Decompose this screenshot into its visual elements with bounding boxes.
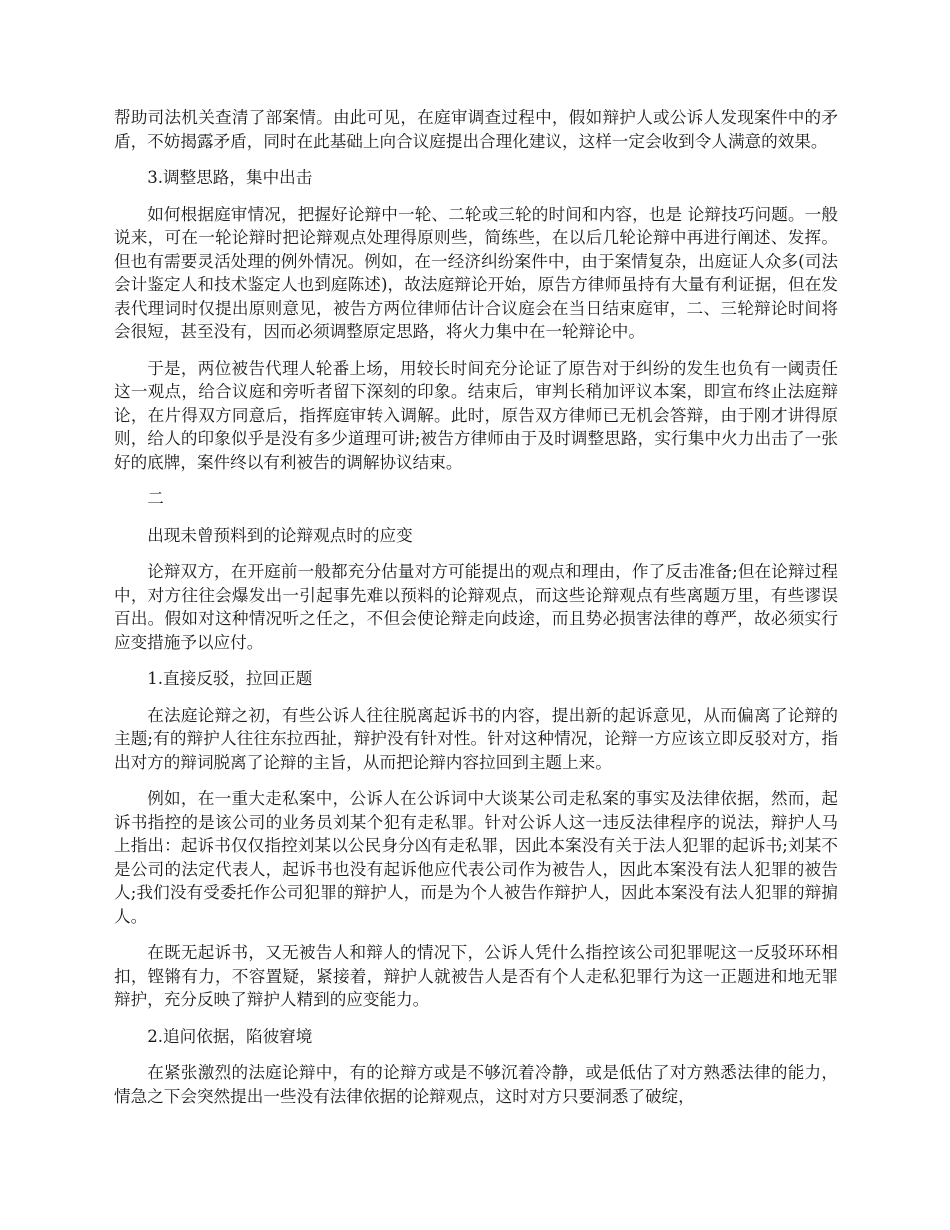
section-number-two: 二 [147,489,164,508]
paragraph-rebuttal: 在法庭论辩之初，有些公诉人往往脱离起诉书的内容，提出新的起诉意见，从而偏离了论辩的主题;有的辩护人往往东拉西扯，辩护没有针对性。针对这种情况，论辩一方应该立即反驳对方，指出对方的辩词脱离了论辩的主旨，从而把论辩内容拉回到主题上来。 [114,705,838,772]
paragraph-smuggling-example: 例如，在一重大走私案中，公诉人在公诉词中大谈某公司走私案的事实及法律依据，然而，起诉书指控的是该公司的业务员刘某个犯有走私罪。针对公诉人这一违反法律程序的说法，辩护人马上指出：起诉书仅仅指控刘某以公民身分凶有走私罪，因此本案没有关于法人犯罪的起诉书;刘某不是公司的法定代表人，起诉书也没有起诉他应代表公司作为被告人，因此本案没有法人犯罪的被告人;我们没有受委托作公司犯罪的辩护人，而是为个人被告作辩护人，因此本案没有法人犯罪的辩掮 人。 [114,789,838,926]
section-heading-question-basis: 2.追问依据，陷彼窘境 [147,1026,313,1046]
paragraph-timing: 如何根据庭审情况，把握好论辩中一轮、二轮或三轮的时间和内容，也是 论辩技巧问题。一般说来，可在一轮论辩时把论辩观点处理得原则些，简练些，在以后几轮论辩中再进行阐述、发挥。但也有需要灵活处理的例外情况。例如，在一经济纠纷案件中，由于案情复杂，出庭证人众多(司法会计鉴定人和技术鉴定人也到庭陈述)，故法庭辩论开始，原告方律师虽持有大量有利证据，但在发表代理词时仅提出原则意见，被告方两位律师估计合议庭会在当日结束庭审，二、三轮辩论时间将会很短，甚至没有，因而必须调整原定思路，将火力集中在一轮辩论中。 [114,204,838,341]
document-page [114,106,838,1121]
section-title-unexpected-arguments: 出现未曾预料到的论辩观点时的应变 [147,525,413,545]
section-heading-adjust-strategy: 3.调整思路，集中出击 [147,168,313,187]
paragraph-unexpected: 论辩双方，在开庭前一般都充分估量对方可能提出的观点和理由，作了反击准备;但在论辩过程中，对方往往会爆发出一引起事先难以预料的论辩观点，而这些论辩观点有些离题万里，有些谬误百出。假如对这种情况听之任之，不但会使论辩走向歧途，而且势必损害法律的尊严，故必须实行应变措施予以应付。 [114,562,838,652]
paragraph-question-basis: 在紧张激烈的法庭论辩中，有的论辩方或是不够沉着冷静，或是低估了对方熟悉法律的能力，情急之下会突然提出一些没有法律依据的论辩观点，这时对方只要洞悉了破绽， [114,1063,838,1106]
section-heading-direct-rebuttal: 1.直接反驳，拉回正题 [147,669,313,688]
paragraph-intro: 帮助司法机关查清了部案情。由此可见，在庭审调查过程中，假如辩护人或公诉人发现案件中的矛盾，不妨揭露矛盾，同时在此基础上向合议庭提出合理化建议，这样一定会收到令人满意的效果。 [114,108,838,151]
paragraph-rebuttal-result: 在既无起诉书，又无被告人和辩人的情况下，公诉人凭什么指控该公司犯罪呢这一反驳环环相扣，铿锵有力，不容置疑，紧接着，辩护人就被告人是否有个人走私犯罪行为这一正题进和地无罪辩护，充分反映了辩护人精到的应变能力。 [114,943,838,1009]
paragraph-example-defendants: 于是，两位被告代理人轮番上场，用较长时间充分论证了原告对于纠纷的发生也负有一阈责任这一观点，给合议庭和旁听者留下深刻的印象。结束后，审判长稍加评议本案，即宣布终止法庭辩论，在片得双方同意后，指挥庭审转入调解。此时，原告双方律师已无机会答辩，由于刚才讲得原则，给人的印象似乎是没有多少道理可讲;被告方律师由于及时调整思路，实行集中火力出击了一张好的底牌，案件终以有利被告的调解协议结束。 [114,358,838,472]
